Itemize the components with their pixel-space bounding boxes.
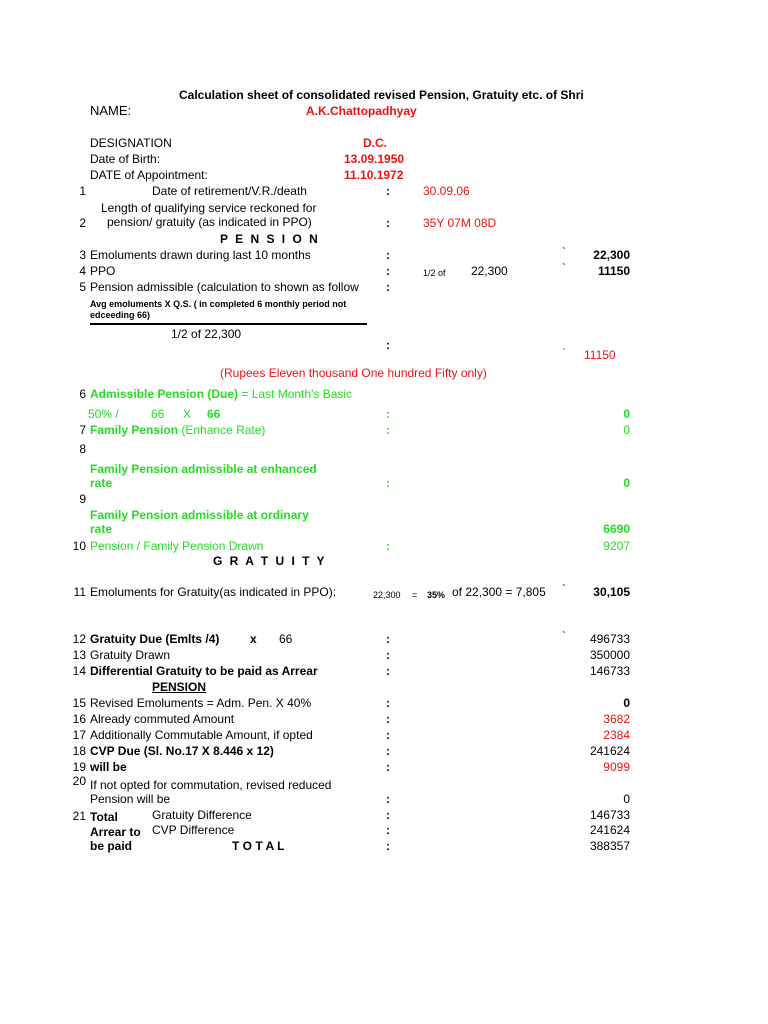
total-label: T O T A L xyxy=(232,839,285,853)
commuted-amount-value: 3682 xyxy=(603,712,630,726)
will-be-label: will be xyxy=(90,760,127,774)
row-number: 3 xyxy=(79,248,86,262)
cvp-due-label: CVP Due (Sl. No.17 X 8.446 x 12) xyxy=(90,744,274,758)
row-number: 13 xyxy=(72,648,86,662)
name-label: NAME: xyxy=(90,103,132,118)
row-number: 16 xyxy=(72,712,86,726)
ordinary-rate-label-line2: rate xyxy=(90,522,113,536)
reduced-pension-value: 0 xyxy=(623,792,630,806)
row-number: 20 xyxy=(72,774,86,788)
calc-base: 22,300 xyxy=(373,590,401,600)
colon: : xyxy=(386,664,390,678)
designation-label: DESIGNATION xyxy=(90,136,172,150)
reduced-pension-label-line1: If not opted for commutation, revised reduced xyxy=(90,778,332,792)
name-value: A.K.Chattopadhyay xyxy=(306,104,417,118)
colon: : xyxy=(386,338,390,352)
ppo-value: 11150 xyxy=(597,264,630,278)
emoluments-label: Emoluments drawn during last 10 months xyxy=(90,248,311,262)
colon: : xyxy=(386,792,390,806)
admissible-pension-label xyxy=(90,387,352,401)
divider-line xyxy=(90,323,367,325)
rupee-symbol: ` xyxy=(562,582,566,596)
gratuity-emoluments-label: Emoluments for Gratuity(as indicated in PPO): xyxy=(90,585,337,599)
formula-divisor: 66 xyxy=(151,407,165,421)
rupee-symbol: ` xyxy=(562,261,566,275)
row-number: 14 xyxy=(72,664,86,678)
ppo-label: PPO xyxy=(90,264,116,278)
colon: : xyxy=(386,808,390,822)
gratuity-difference-label: Gratuity Difference xyxy=(152,808,252,822)
ordinary-rate-value: 6690 xyxy=(603,522,630,536)
cvp-due-value: 241624 xyxy=(589,744,630,758)
differential-gratuity-value: 146733 xyxy=(589,664,630,678)
family-pension-label-bold: Family Pension xyxy=(90,423,179,437)
total-arrear-label-line1: Total xyxy=(90,810,118,824)
row-number: 2 xyxy=(79,216,86,230)
colon: : xyxy=(386,839,390,853)
cvp-difference-value: 241624 xyxy=(589,823,630,837)
row-number: 1 xyxy=(79,184,86,198)
colon: : xyxy=(386,184,390,198)
colon: : xyxy=(386,216,390,230)
calc-percent: 35% xyxy=(427,590,446,600)
row-number: 4 xyxy=(79,264,86,278)
gratuity-due-value: 496733 xyxy=(589,632,630,646)
designation-value: D.C. xyxy=(363,136,387,150)
calc-rest: of 22,300 = 7,805 xyxy=(452,585,546,599)
admissible-pension-label-bold: Admissible Pension (Due) xyxy=(90,387,239,401)
row-number: 12 xyxy=(72,632,86,646)
doa-value: 11.10.1972 xyxy=(344,168,404,182)
row-number: 21 xyxy=(72,809,86,823)
qualifying-service-label-line1: Length of qualifying service reckoned for xyxy=(101,201,317,215)
rupee-symbol: ` xyxy=(562,346,566,360)
commuted-amount-label: Already commuted Amount xyxy=(90,712,235,726)
admissible-pension-value: 0 xyxy=(623,407,630,421)
total-arrear-label-line2: Arrear to xyxy=(90,825,141,839)
will-be-value: 9099 xyxy=(603,760,630,774)
colon: : xyxy=(386,476,390,490)
enhanced-rate-label-line2: rate xyxy=(90,476,113,490)
formula-factor: 66 xyxy=(207,407,221,421)
colon: : xyxy=(386,648,390,662)
amount-in-words: (Rupees Eleven thousand One hundred Fifty only) xyxy=(220,366,487,380)
cvp-difference-label: CVP Difference xyxy=(152,823,235,837)
revised-emoluments-value: 0 xyxy=(623,696,630,710)
doa-label: DATE of Appointment: xyxy=(90,168,208,182)
emoluments-value: 22,300 xyxy=(593,248,630,262)
row-number: 7 xyxy=(79,423,86,437)
pension-admissible-label: Pension admissible (calculation to shown as follow xyxy=(90,280,359,294)
pension-subheading: PENSION xyxy=(152,680,207,694)
pension-formula: 1/2 of 22,300 xyxy=(171,327,242,341)
calc-equals: = xyxy=(412,590,418,600)
pension-drawn-label: Pension / Family Pension Drawn xyxy=(90,539,264,553)
family-pension-label-rest: (Enhance Rate) xyxy=(181,423,266,437)
qualifying-service-label-line2: pension/ gratuity (as indicated in PPO) xyxy=(107,215,312,229)
enhanced-rate-value: 0 xyxy=(623,476,630,490)
row-number: 17 xyxy=(72,728,86,742)
colon: : xyxy=(386,407,390,421)
sheet-title: Calculation sheet of consolidated revised Pension, Gratuity etc. of Shri xyxy=(179,88,584,102)
pension-admissible-value: 11150 xyxy=(584,348,616,362)
ppo-base: 22,300 xyxy=(471,264,508,278)
family-pension-label xyxy=(90,423,265,437)
enhanced-rate-label-line1: Family Pension admissible at enhanced xyxy=(90,462,317,476)
colon: : xyxy=(386,280,390,294)
total-value: 388357 xyxy=(589,839,630,853)
row-number: 11 xyxy=(73,585,86,599)
colon: : xyxy=(386,712,390,726)
qualifying-service-value: 35Y 07M 08D xyxy=(423,216,497,230)
row-number: 18 xyxy=(72,744,86,758)
reduced-pension-label-line2: Pension will be xyxy=(90,792,171,806)
row-number: 6 xyxy=(79,387,86,401)
avg-emoluments-note-line2: edceeding 66) xyxy=(90,310,151,320)
colon: : xyxy=(386,539,390,553)
differential-gratuity-label: Differential Gratuity to be paid as Arrear xyxy=(90,664,318,678)
family-pension-value: 0 xyxy=(623,423,630,437)
colon: : xyxy=(386,728,390,742)
retirement-date-label: Date of retirement/V.R./death xyxy=(152,184,307,198)
row-number: 8 xyxy=(79,442,86,456)
dob-label: Date of Birth: xyxy=(90,152,161,166)
gratuity-difference-value: 146733 xyxy=(589,808,630,822)
total-arrear-label-line3: be paid xyxy=(90,839,133,853)
colon: : xyxy=(386,823,390,837)
rupee-symbol: ` xyxy=(562,629,566,643)
row-number: 9 xyxy=(79,492,86,506)
colon: : xyxy=(386,696,390,710)
rupee-symbol: ` xyxy=(562,245,566,259)
formula-times: X xyxy=(183,407,192,421)
row-number: 5 xyxy=(79,280,86,294)
row-number: 10 xyxy=(72,539,86,553)
admissible-pension-label-rest: = Last Month's Basic xyxy=(241,387,353,401)
ordinary-rate-label-line1: Family Pension admissible at ordinary xyxy=(90,508,309,522)
avg-emoluments-note-line1: Avg emoluments X Q.S. ( in completed 6 monthly period not xyxy=(90,299,347,309)
colon: : xyxy=(386,264,390,278)
colon: : xyxy=(386,248,390,262)
half-of-label: 1/2 of xyxy=(423,268,446,278)
gratuity-drawn-label: Gratuity Drawn xyxy=(90,648,171,662)
pension-drawn-value: 9207 xyxy=(603,539,630,553)
retirement-date-value: 30.09.06 xyxy=(423,184,470,198)
formula-percent: 50% / xyxy=(88,407,119,421)
gratuity-drawn-value: 350000 xyxy=(589,648,630,662)
gratuity-due-label: Gratuity Due (Emlts /4) xyxy=(90,632,220,646)
commutable-amount-value: 2384 xyxy=(603,728,630,742)
pension-heading: P E N S I O N xyxy=(220,232,320,246)
dob-value: 13.09.1950 xyxy=(344,152,405,166)
colon: : xyxy=(386,423,390,437)
gratuity-heading: G R A T U I T Y xyxy=(213,554,327,568)
row-number: 19 xyxy=(72,760,86,774)
gratuity-factor: 66 xyxy=(279,632,293,646)
colon: : xyxy=(386,744,390,758)
row-number: 15 xyxy=(72,696,86,710)
colon: : xyxy=(386,760,390,774)
commutable-amount-label: Additionally Commutable Amount, if opted xyxy=(90,728,313,742)
colon: : xyxy=(386,632,390,646)
times-sign: x xyxy=(250,632,257,646)
gratuity-emoluments-value: 30,105 xyxy=(593,585,630,599)
revised-emoluments-label: Revised Emoluments = Adm. Pen. X 40% xyxy=(90,696,312,710)
